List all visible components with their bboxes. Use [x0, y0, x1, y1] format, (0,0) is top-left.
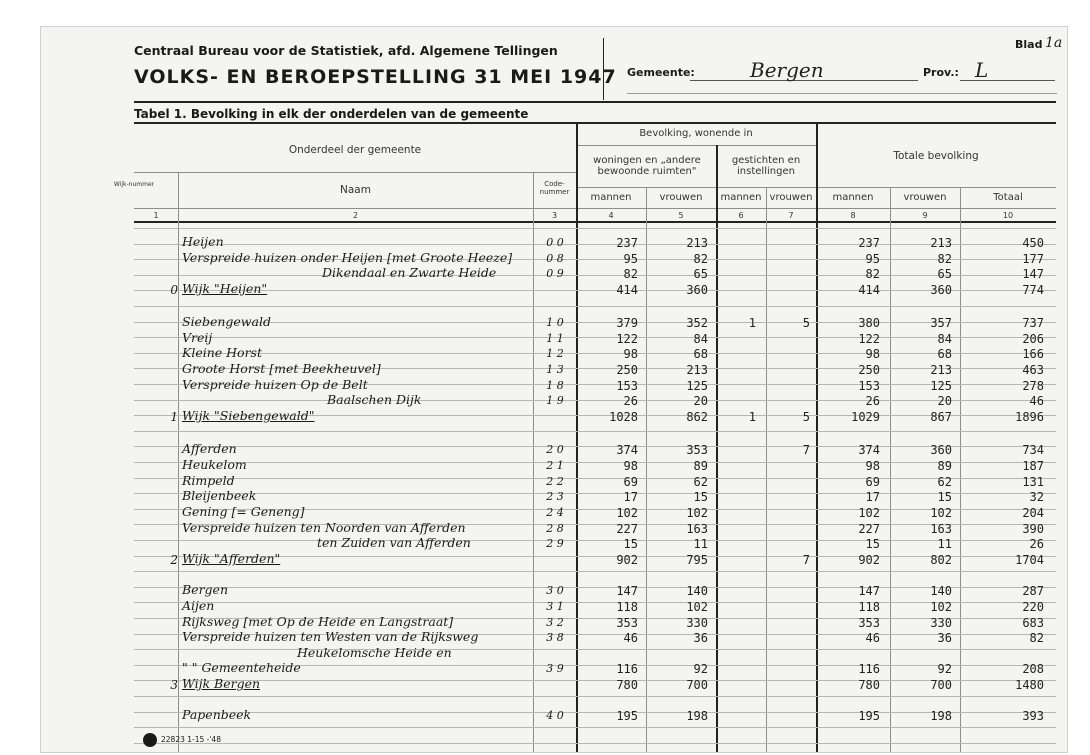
- colnum-7: 7: [788, 211, 794, 220]
- cell-vt: 89: [937, 459, 952, 473]
- cell-m1: 98: [623, 347, 638, 361]
- cell-v1: 84: [693, 332, 708, 346]
- cell-v1: 352: [686, 316, 708, 330]
- cell-v1: 92: [693, 662, 708, 676]
- place-name: Papenbeek: [182, 707, 252, 722]
- form-code: 22823 1-15 -'48: [161, 735, 221, 744]
- prov-value: L: [975, 58, 989, 82]
- place-name: Gening [= Geneng]: [182, 504, 305, 519]
- cell-m1: 17: [623, 490, 638, 504]
- cell-tot: 450: [1022, 236, 1044, 250]
- cell-m1: 1028: [609, 410, 638, 424]
- colnum-4: 4: [608, 211, 614, 220]
- cell-vt: 102: [930, 600, 952, 614]
- place-name: Rijksweg [met Op de Heide en Langstraat]: [182, 614, 454, 629]
- cell-v1: 700: [686, 678, 708, 692]
- code-number: 1 3: [546, 363, 564, 376]
- code-number: 3 0: [546, 584, 564, 597]
- cell-mt: 902: [858, 553, 880, 567]
- wijk-number: 0: [170, 283, 178, 297]
- col7-header: vrouwen: [769, 192, 813, 203]
- form-title: VOLKS- EN BEROEPSTELLING 31 MEI 1947: [134, 66, 617, 88]
- place-name: Afferden: [182, 441, 237, 456]
- cell-mt: 46: [865, 631, 880, 645]
- cell-m1: 82: [623, 267, 638, 281]
- code-number: 2 2: [546, 475, 564, 488]
- place-name: Dikendaal en Zwarte Heide: [322, 265, 497, 280]
- cell-mt: 237: [858, 236, 880, 250]
- wijk-number: 3: [170, 678, 178, 692]
- cell-vt: 802: [930, 553, 952, 567]
- cell-vt: 360: [930, 283, 952, 297]
- cell-v1: 15: [693, 490, 708, 504]
- code-number: 1 2: [546, 347, 564, 360]
- place-name: Kleine Horst: [182, 345, 262, 360]
- code-number: 2 4: [546, 506, 564, 519]
- cell-vt: 163: [930, 522, 952, 536]
- code-number: 3 9: [546, 662, 564, 675]
- cell-v1: 89: [693, 459, 708, 473]
- cell-m1: 227: [616, 522, 638, 536]
- code-number: 1 9: [546, 394, 564, 407]
- cell-vt: 330: [930, 616, 952, 630]
- place-name: " " Gemeenteheide: [182, 660, 301, 675]
- gemeente-value: Bergen: [750, 58, 824, 82]
- code-number: 1 0: [546, 316, 564, 329]
- place-name: Baalschen Dijk: [327, 392, 422, 407]
- cell-vt: 198: [930, 709, 952, 723]
- naam-header: Naam: [340, 184, 371, 196]
- cell-vt: 68: [937, 347, 952, 361]
- cell-m1: 122: [616, 332, 638, 346]
- col4-header: mannen: [590, 192, 632, 203]
- code-number: 3 2: [546, 616, 564, 629]
- cell-m1: 374: [616, 443, 638, 457]
- bevolking-rule: [576, 145, 816, 146]
- cell-mt: 26: [865, 394, 880, 408]
- wijk-header: Wijk-nummer: [113, 181, 155, 188]
- place-name: Bleijenbeek: [182, 488, 257, 503]
- cell-mt: 195: [858, 709, 880, 723]
- cell-tot: 204: [1022, 506, 1044, 520]
- totale-header: Totale bevolking: [893, 150, 979, 162]
- code-number: 0 0: [546, 236, 564, 249]
- cell-v1: 102: [686, 506, 708, 520]
- cell-v1: 62: [693, 475, 708, 489]
- place-name: Aijen: [182, 598, 215, 613]
- place-name: Verspreide huizen Op de Belt: [182, 377, 368, 392]
- cell-v1: 795: [686, 553, 708, 567]
- cell-m2: 1: [748, 316, 756, 330]
- cell-m1: 237: [616, 236, 638, 250]
- cell-m1: 95: [623, 252, 638, 266]
- colnum-rule-top: [134, 208, 1056, 209]
- wijk-subtotal-name: Wijk "Afferden": [182, 551, 281, 566]
- cell-m1: 153: [616, 379, 638, 393]
- colnum-rule-bottom: [134, 221, 1056, 223]
- place-name: Heukelom: [182, 457, 247, 472]
- cell-m1: 102: [616, 506, 638, 520]
- cell-tot: 26: [1029, 537, 1044, 551]
- cell-vt: 213: [930, 363, 952, 377]
- place-name: Bergen: [182, 582, 229, 597]
- cell-vt: 102: [930, 506, 952, 520]
- colnum-10: 10: [1002, 211, 1014, 220]
- cell-m1: 902: [616, 553, 638, 567]
- place-name: Groote Horst [met Beekheuvel]: [182, 361, 381, 376]
- wijk-number: 1: [170, 410, 178, 424]
- header-divider: [603, 38, 604, 100]
- cell-vt: 15: [937, 490, 952, 504]
- cell-tot: 1704: [1015, 553, 1044, 567]
- bureau-line: Centraal Bureau voor de Statistiek, afd. Algemene Tellingen: [134, 43, 558, 58]
- cbs-logo: [143, 733, 157, 747]
- cell-v2: 5: [802, 316, 810, 330]
- cell-v1: 862: [686, 410, 708, 424]
- cell-m1: 69: [623, 475, 638, 489]
- blad-value: 1a: [1045, 35, 1063, 51]
- cell-vt: 36: [937, 631, 952, 645]
- gestichten-header: gestichten en instellingen: [731, 155, 801, 177]
- place-name: Heijen: [182, 234, 224, 249]
- cell-v1: 68: [693, 347, 708, 361]
- cell-tot: 131: [1022, 475, 1044, 489]
- cell-m1: 195: [616, 709, 638, 723]
- place-name: Heukelomsche Heide en: [297, 645, 452, 660]
- cell-tot: 166: [1022, 347, 1044, 361]
- cell-v1: 140: [686, 584, 708, 598]
- code-number: 2 3: [546, 490, 564, 503]
- vline-c6: [766, 187, 767, 752]
- cell-tot: 737: [1022, 316, 1044, 330]
- cell-v1: 163: [686, 522, 708, 536]
- place-name: Verspreide huizen ten Westen van de Rijksweg: [182, 629, 479, 644]
- gemeente-extra-line: [627, 93, 1057, 94]
- cell-v1: 353: [686, 443, 708, 457]
- colnum-8: 8: [850, 211, 856, 220]
- row-rule: [134, 743, 1056, 744]
- col6-header: mannen: [720, 192, 762, 203]
- code-number: 2 1: [546, 459, 564, 472]
- cell-v1: 102: [686, 600, 708, 614]
- cell-mt: 153: [858, 379, 880, 393]
- cell-mt: 69: [865, 475, 880, 489]
- cell-vt: 82: [937, 252, 952, 266]
- cell-m1: 46: [623, 631, 638, 645]
- vline-c5: [716, 145, 718, 752]
- woningen-header: woningen en „andere bewoonde ruimten": [593, 155, 701, 177]
- row-rule: [134, 696, 1056, 697]
- cell-tot: 683: [1022, 616, 1044, 630]
- cell-mt: 102: [858, 506, 880, 520]
- cell-vt: 700: [930, 678, 952, 692]
- col8-header: mannen: [832, 192, 874, 203]
- cell-vt: 65: [937, 267, 952, 281]
- place-name: Verspreide huizen onder Heijen [met Groote Heeze]: [182, 250, 513, 265]
- cell-tot: 734: [1022, 443, 1044, 457]
- cell-m1: 15: [623, 537, 638, 551]
- code-number: 3 8: [546, 631, 564, 644]
- cell-vt: 11: [937, 537, 952, 551]
- code-number: 0 8: [546, 252, 564, 265]
- cell-vt: 357: [930, 316, 952, 330]
- colnum-5: 5: [678, 211, 684, 220]
- cell-v1: 82: [693, 252, 708, 266]
- cell-tot: 206: [1022, 332, 1044, 346]
- blad-label: Blad: [1015, 38, 1043, 51]
- cell-m1: 98: [623, 459, 638, 473]
- cell-tot: 774: [1022, 283, 1044, 297]
- col5-header: vrouwen: [659, 192, 703, 203]
- cell-mt: 227: [858, 522, 880, 536]
- cell-m1: 353: [616, 616, 638, 630]
- colnum-1: 1: [153, 211, 159, 220]
- cell-v1: 360: [686, 283, 708, 297]
- place-name: Siebengewald: [182, 314, 271, 329]
- cell-v1: 198: [686, 709, 708, 723]
- cell-m2: 1: [748, 410, 756, 424]
- row-rule: [134, 431, 1056, 432]
- cell-v2: 7: [802, 553, 810, 567]
- colnum-3: 3: [551, 211, 558, 220]
- place-name: Rimpeld: [182, 473, 235, 488]
- place-name: Verspreide huizen ten Noorden van Afferden: [182, 520, 466, 535]
- rule-top: [134, 101, 1056, 103]
- row-rule: [134, 727, 1056, 728]
- code-number: 1 8: [546, 379, 564, 392]
- rule-table-top: [134, 122, 1056, 124]
- cell-v1: 11: [693, 537, 708, 551]
- cell-mt: 780: [858, 678, 880, 692]
- cell-vt: 125: [930, 379, 952, 393]
- wijk-subtotal-name: Wijk Bergen: [182, 676, 261, 691]
- cell-vt: 213: [930, 236, 952, 250]
- cell-mt: 380: [858, 316, 880, 330]
- table-title: Tabel 1. Bevolking in elk der onderdelen van de gemeente: [134, 107, 529, 121]
- cell-m1: 780: [616, 678, 638, 692]
- code-number: 4 0: [546, 709, 564, 722]
- cell-v1: 125: [686, 379, 708, 393]
- cell-tot: 393: [1022, 709, 1044, 723]
- cell-v1: 213: [686, 363, 708, 377]
- cell-vt: 84: [937, 332, 952, 346]
- place-name: ten Zuiden van Afferden: [317, 535, 471, 550]
- cell-tot: 1480: [1015, 678, 1044, 692]
- cell-v1: 20: [693, 394, 708, 408]
- cell-mt: 118: [858, 600, 880, 614]
- cell-vt: 140: [930, 584, 952, 598]
- cell-vt: 20: [937, 394, 952, 408]
- cell-tot: 390: [1022, 522, 1044, 536]
- cell-tot: 187: [1022, 459, 1044, 473]
- col10-header: Totaal: [993, 192, 1023, 203]
- cell-m1: 379: [616, 316, 638, 330]
- cell-tot: 46: [1029, 394, 1044, 408]
- cell-mt: 95: [865, 252, 880, 266]
- gemeente-label: Gemeente:: [627, 66, 695, 79]
- cell-vt: 867: [930, 410, 952, 424]
- cell-tot: 287: [1022, 584, 1044, 598]
- wijk-number: 2: [170, 553, 178, 567]
- vline-code: [576, 122, 578, 752]
- row-rule: [134, 306, 1056, 307]
- code-number: 2 0: [546, 443, 564, 456]
- cell-m1: 414: [616, 283, 638, 297]
- colnum-2: 2: [352, 211, 359, 220]
- cell-mt: 414: [858, 283, 880, 297]
- cell-v2: 7: [802, 443, 810, 457]
- col9-header: vrouwen: [903, 192, 947, 203]
- cell-tot: 177: [1022, 252, 1044, 266]
- row-rule: [134, 228, 1056, 229]
- cell-m1: 118: [616, 600, 638, 614]
- place-name: Vreij: [182, 330, 213, 345]
- row-rule: [134, 571, 1056, 572]
- wijk-subtotal-name: Wijk "Heijen": [182, 281, 268, 296]
- cell-mt: 250: [858, 363, 880, 377]
- cell-vt: 360: [930, 443, 952, 457]
- cell-v2: 5: [802, 410, 810, 424]
- cell-mt: 116: [858, 662, 880, 676]
- cell-tot: 1896: [1015, 410, 1044, 424]
- cell-tot: 463: [1022, 363, 1044, 377]
- cell-v1: 330: [686, 616, 708, 630]
- cell-v1: 36: [693, 631, 708, 645]
- row-rule: [134, 649, 1056, 650]
- cell-vt: 62: [937, 475, 952, 489]
- cell-tot: 82: [1029, 631, 1044, 645]
- cell-m1: 116: [616, 662, 638, 676]
- colnum-9: 9: [922, 211, 928, 220]
- cell-mt: 17: [865, 490, 880, 504]
- cell-tot: 278: [1022, 379, 1044, 393]
- colnum-6: 6: [738, 211, 744, 220]
- cell-m1: 26: [623, 394, 638, 408]
- code-header: Code-nummer: [539, 180, 570, 196]
- cell-m1: 147: [616, 584, 638, 598]
- bevolking-wonende-header: Bevolking, wonende in: [639, 128, 753, 139]
- cell-tot: 32: [1029, 490, 1044, 504]
- cell-mt: 98: [865, 347, 880, 361]
- code-number: 2 8: [546, 522, 564, 535]
- cell-mt: 82: [865, 267, 880, 281]
- cell-mt: 1029: [851, 410, 880, 424]
- cell-v1: 65: [693, 267, 708, 281]
- onderdeel-header: Onderdeel der gemeente: [288, 144, 422, 156]
- cell-vt: 92: [937, 662, 952, 676]
- cell-tot: 147: [1022, 267, 1044, 281]
- cell-mt: 122: [858, 332, 880, 346]
- vline-c7: [816, 122, 818, 752]
- code-number: 1 1: [546, 332, 564, 345]
- wijk-subtotal-name: Wijk "Siebengewald": [182, 408, 315, 423]
- cell-m1: 250: [616, 363, 638, 377]
- cell-mt: 374: [858, 443, 880, 457]
- prov-label: Prov.:: [923, 66, 959, 79]
- cell-v1: 213: [686, 236, 708, 250]
- cell-mt: 353: [858, 616, 880, 630]
- cell-mt: 147: [858, 584, 880, 598]
- onderdeel-rule: [134, 172, 576, 173]
- cell-tot: 220: [1022, 600, 1044, 614]
- code-number: 2 9: [546, 537, 564, 550]
- cell-mt: 98: [865, 459, 880, 473]
- code-number: 3 1: [546, 600, 564, 613]
- cell-tot: 208: [1022, 662, 1044, 676]
- code-number: 0 9: [546, 267, 564, 280]
- cell-mt: 15: [865, 537, 880, 551]
